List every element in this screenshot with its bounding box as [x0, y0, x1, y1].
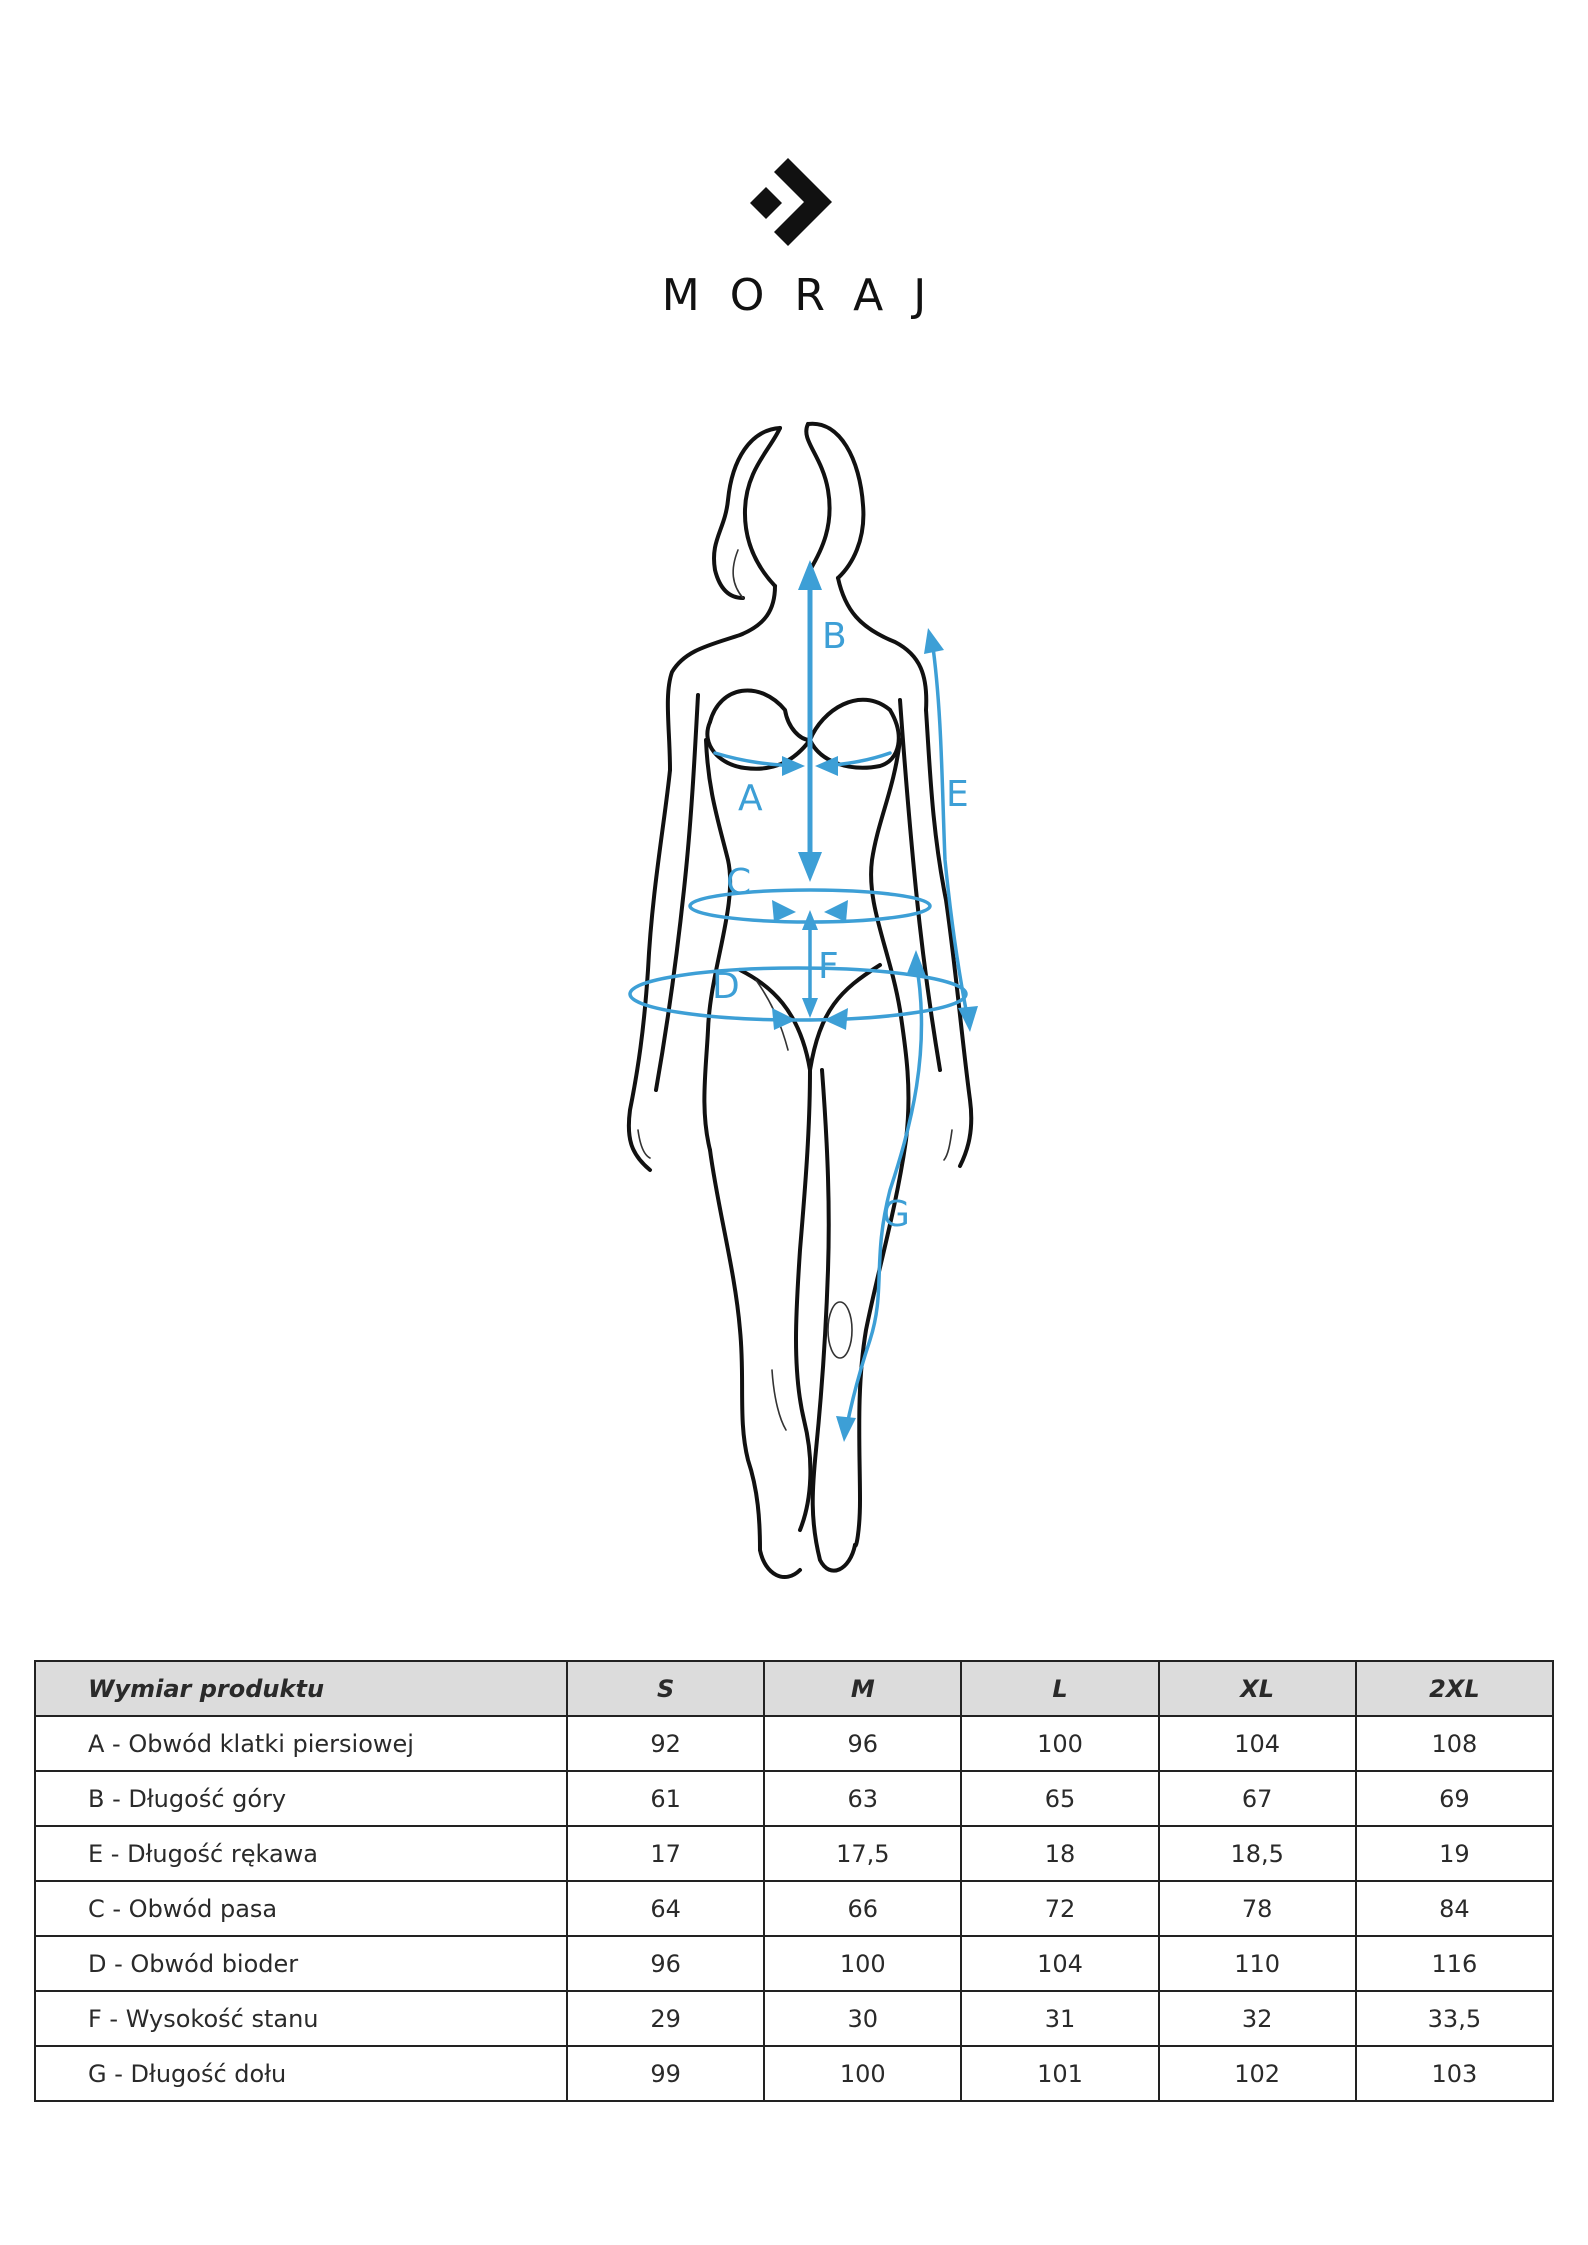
row-label: D - Obwód bioder [35, 1936, 567, 1991]
row-label: B - Długość góry [35, 1771, 567, 1826]
table-cell: 100 [961, 1716, 1158, 1771]
table-row [35, 2046, 1553, 2101]
table-row [35, 1771, 1553, 1826]
table-row [35, 1881, 1553, 1936]
table-row [35, 1936, 1553, 1991]
row-label: F - Wysokość stanu [35, 1991, 567, 2046]
table-cell: 99 [567, 2046, 764, 2101]
table-cell: 64 [567, 1881, 764, 1936]
body-illustration [560, 410, 1040, 1590]
table-cell: 19 [1356, 1826, 1553, 1881]
table-cell: 32 [1159, 1991, 1356, 2046]
table-cell: 69 [1356, 1771, 1553, 1826]
table-cell: 100 [764, 2046, 961, 2101]
table-cell: 30 [764, 1991, 961, 2046]
header-size-2xl: 2XL [1356, 1661, 1553, 1716]
table-cell: 66 [764, 1881, 961, 1936]
row-label: G - Długość dołu [35, 2046, 567, 2101]
table-cell: 63 [764, 1771, 961, 1826]
table-cell: 110 [1159, 1936, 1356, 1991]
table-cell: 116 [1356, 1936, 1553, 1991]
label-g: G [882, 1194, 910, 1235]
table-cell: 102 [1159, 2046, 1356, 2101]
header-size-xl: XL [1159, 1661, 1356, 1716]
table-cell: 17,5 [764, 1826, 961, 1881]
table-cell: 72 [961, 1881, 1158, 1936]
table-cell: 29 [567, 1991, 764, 2046]
table-row [35, 1716, 1553, 1771]
table-cell: 33,5 [1356, 1991, 1553, 2046]
measurement-figure [560, 410, 1040, 1590]
table-cell: 65 [961, 1771, 1158, 1826]
label-e: E [946, 774, 969, 815]
table-cell: 18 [961, 1826, 1158, 1881]
label-d: D [712, 966, 740, 1007]
table-cell: 61 [567, 1771, 764, 1826]
table-cell: 104 [961, 1936, 1158, 1991]
size-table [34, 1660, 1554, 2102]
table-cell: 104 [1159, 1716, 1356, 1771]
brand-name: MORAJ [661, 270, 957, 321]
table-cell: 96 [567, 1936, 764, 1991]
table-cell: 17 [567, 1826, 764, 1881]
brand-logo [0, 150, 1588, 330]
logo-arrow-icon [748, 158, 838, 248]
table-row [35, 1826, 1553, 1881]
label-b: B [822, 616, 847, 657]
row-label: C - Obwód pasa [35, 1881, 567, 1936]
table-row [35, 1991, 1553, 2046]
table-cell: 92 [567, 1716, 764, 1771]
table-cell: 67 [1159, 1771, 1356, 1826]
table-cell: 96 [764, 1716, 961, 1771]
table-cell: 78 [1159, 1881, 1356, 1936]
table-cell: 18,5 [1159, 1826, 1356, 1881]
table-header-row [35, 1661, 1553, 1716]
header-size-l: L [961, 1661, 1158, 1716]
table-cell: 103 [1356, 2046, 1553, 2101]
label-f: F [818, 946, 839, 987]
table-cell: 100 [764, 1936, 961, 1991]
table-cell: 108 [1356, 1716, 1553, 1771]
row-label: A - Obwód klatki piersiowej [35, 1716, 567, 1771]
row-label: E - Długość rękawa [35, 1826, 567, 1881]
table-cell: 84 [1356, 1881, 1553, 1936]
label-c: C [726, 862, 752, 903]
table-cell: 101 [961, 2046, 1158, 2101]
table-cell: 31 [961, 1991, 1158, 2046]
header-size-m: M [764, 1661, 961, 1716]
header-size-s: S [567, 1661, 764, 1716]
label-a: A [738, 778, 763, 819]
header-dimension: Wymiar produktu [35, 1661, 567, 1716]
